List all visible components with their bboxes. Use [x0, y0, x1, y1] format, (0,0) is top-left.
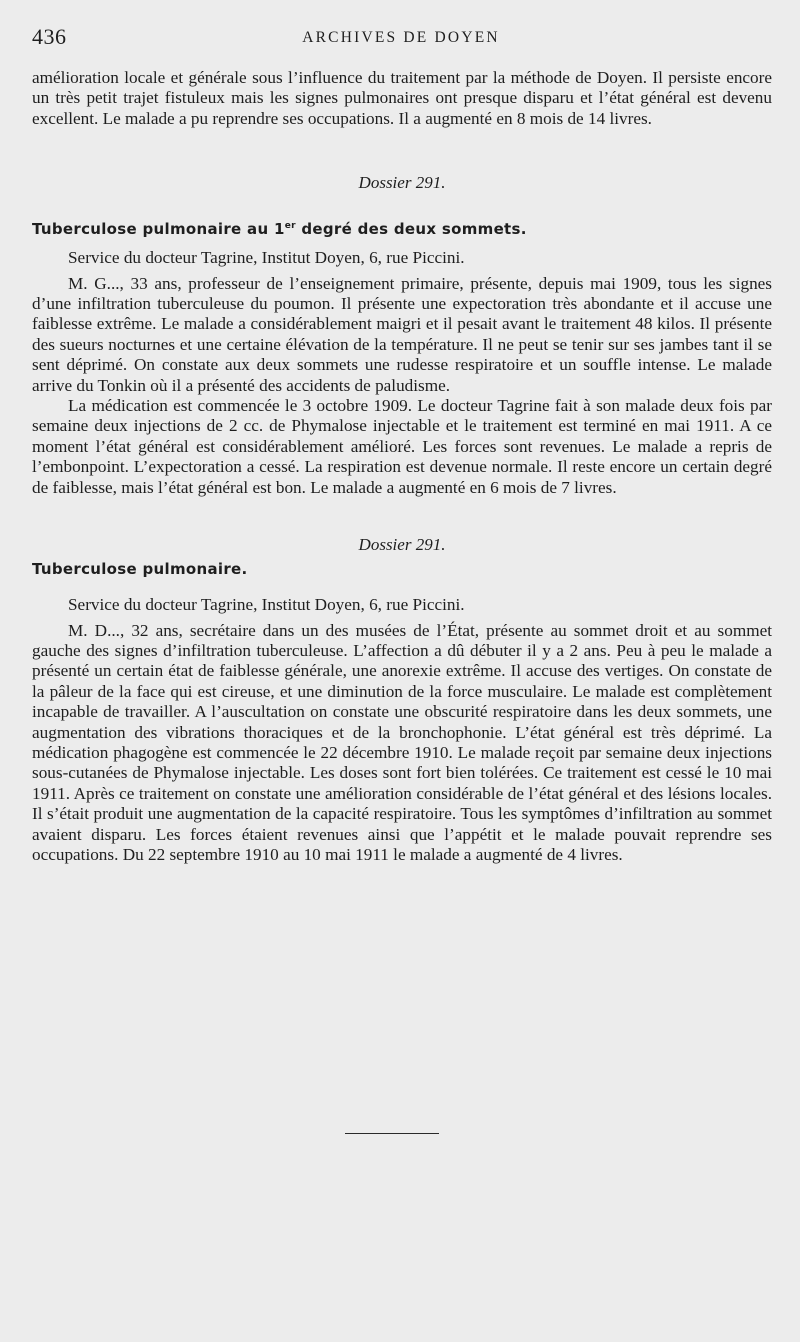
- end-rule: [345, 1133, 439, 1134]
- case-2-paragraph-1: M. D..., 32 ans, secrétaire dans un des musées de l’État, présente au sommet droit et au sommet gauche des signes d’infiltration tuberculeuse. L’affection a dû débuter il y a 2 ans. Peu à peu le malade a présenté un certain état de faiblesse générale, une anorexie extrême. Il accuse des vertiges. On constate de la pâleur de la face qui est cireuse, et une diminution de la force musculaire. Le malade est complètement incapable de travailler. A l’auscultation on constate une obscurité respiratoire dans les deux sommets, une augmentation des vibrations thoraciques et de la bronchophonie. L’état général est très déprimé. La médication phagogène est commencée le 22 décembre 1910. Le malade reçoit par semaine deux injections sous-cutanées de Phymalose injectable. Les doses sont fort bien tolérées. Ce traitement est cessé le 10 mai 1911. Après ce traitement on constate une amélioration considérable de l’état général et des lésions locales. Il s’était produit une augmentation de la capacité respiratoire. Tous les symptômes d’infiltration au sommet avaient disparu. Les forces étaient revenues ainsi que l’appétit et le malade pouvait reprendre ses occupations. Du 22 septembre 1910 au 10 mai 1911 le malade a augmenté de 4 livres.: [32, 620, 772, 864]
- case-1-paragraph-2: La médication est commencée le 3 octobre 1909. Le docteur Tagrine fait à son malade deux fois par semaine deux injections de 2 cc. de Phymalose injectable et le traitement est terminé en mai 1911. A ce moment l’état général est considérablement amélioré. Les forces sont revenues. Le malade a repris de l’embonpoint. L’expectoration a cessé. La respiration est devenue normale. Il reste encore un certain degré de faiblesse, mais l’état général est bon. Le malade a augmenté en 6 mois de 7 livres.: [32, 396, 772, 497]
- continuation-paragraph: amélioration locale et générale sous l’influence du traitement par la méthode de Doyen. Il persiste encore un très petit trajet fistuleux mais les signes pulmonaires ont presque disparu et l’état général est devenu excellent. Le malade a pu reprendre ses occupations. Il a augmenté en 8 mois de 14 livres.: [32, 68, 772, 128]
- page-body: [32, 68, 772, 865]
- case-heading-1-superscript: er: [284, 221, 296, 232]
- journal-title: ARCHIVES DE DOYEN: [302, 29, 500, 46]
- case-1-paragraph-1: M. G..., 33 ans, professeur de l’enseignement primaire, présente, depuis mai 1909, tous les signes d’une infiltration tuberculeuse du poumon. Il présente une expectoration très abondante et il accuse une faiblesse extrême. Le malade a considérablement maigri et il pesait avant le traitement 48 kilos. Il présente des sueurs nocturnes et une certaine élévation de la température. Il ne peut se tenir sur ses jambes tant il se sent déprimé. On constate aux deux sommets une rudesse respiratoire et un souffle intense. Le malade arrive du Tonkin où il a présenté des accidents de paludisme.: [32, 273, 772, 395]
- case-heading-1: [32, 216, 772, 239]
- page-number: 436: [32, 24, 67, 49]
- dossier-title-1: Dossier 291.: [358, 173, 446, 193]
- service-line-1: Service du docteur Tagrine, Institut Doyen, 6, rue Piccini.: [68, 248, 465, 268]
- running-head: [32, 24, 770, 50]
- service-line-2: Service du docteur Tagrine, Institut Doyen, 6, rue Piccini.: [68, 595, 465, 615]
- case-heading-1-main: Tuberculose pulmonaire au 1: [32, 220, 285, 239]
- case-heading-1-rest: degré des deux sommets.: [295, 220, 527, 239]
- case-heading-2: Tuberculose pulmonaire.: [32, 560, 248, 579]
- dossier-title-2: Dossier 291.: [358, 535, 446, 555]
